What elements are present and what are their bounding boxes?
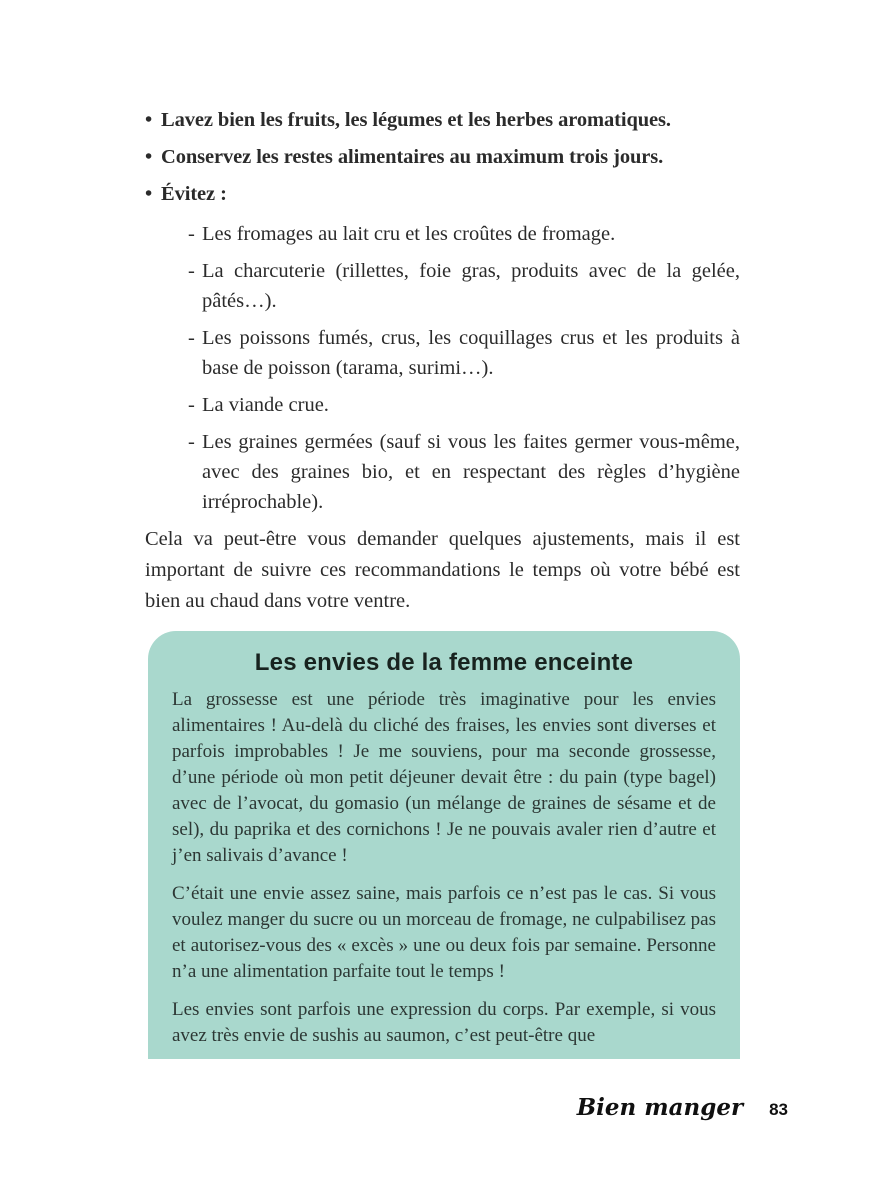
- callout-paragraph: C’était une envie assez saine, mais parfois ce n’est pas le cas. Si vous voulez manger du sucre ou un morceau de fromage, ne culpabilisez pas et autorisez-vous des « excès » une ou deux fois par semaine. Personne n’a une alimentation parfaite tout le temps !: [172, 883, 716, 982]
- callout-paragraph: La grossesse est une période très imaginative pour les envies alimentaires ! Au-delà du cliché des fraises, les envies sont diverses et parfois improbables ! Je me souviens, pour ma seconde grossesse, d’une période où mon petit déjeuner devait être : du pain (type bagel) avec de l’avocat, du gomasio (un mélange de graines de sésame et de sel), du paprika et des cornichons ! Je ne pouvais avaler rien d’autre et j’en salivais d’avance !: [172, 689, 716, 866]
- list-item-text: Conservez les restes alimentaires au maximum trois jours.: [161, 146, 664, 168]
- dash-icon: -: [188, 223, 195, 245]
- list-item: [145, 182, 740, 206]
- closing-paragraph: Cela va peut-être vous demander quelques ajustements, mais il est important de suivre ces recommandations le temps où votre bébé est bien au chaud dans votre ventre.: [145, 528, 740, 612]
- list-item-text: Évitez :: [161, 183, 227, 205]
- list-item: [188, 390, 740, 420]
- chapter-name: Bien manger: [576, 1094, 744, 1121]
- page-number: 83: [769, 1100, 788, 1119]
- list-item-text: Lavez bien les fruits, les légumes et les herbes aromatiques.: [161, 109, 671, 131]
- list-item-text: Les graines germées (sauf si vous les faites germer vous-même, avec des graines bio, et en respectant des règles d’hygiène irréprochable).: [202, 431, 740, 513]
- list-item-text: Les poissons fumés, crus, les coquillages crus et les produits à base de poisson (tarama, surimi…).: [202, 327, 740, 379]
- list-item-text: La viande crue.: [202, 394, 329, 416]
- bullet-list: [145, 108, 740, 206]
- list-item: [188, 323, 740, 383]
- list-item: [145, 108, 740, 132]
- callout-box: [148, 631, 740, 1059]
- dash-icon: -: [188, 260, 195, 282]
- list-item: [188, 427, 740, 517]
- page-content: [145, 0, 740, 1059]
- dash-icon: -: [188, 394, 195, 416]
- bullet-icon: •: [145, 109, 153, 131]
- bullet-icon: •: [145, 183, 153, 205]
- list-item-text: La charcuterie (rillettes, foie gras, produits avec de la gelée, pâtés…).: [202, 260, 740, 312]
- dash-icon: -: [188, 431, 195, 453]
- callout-paragraph: Les envies sont parfois une expression du corps. Par exemple, si vous avez très envie de sushis au saumon, c’est peut-être que: [172, 999, 716, 1046]
- page-footer: [577, 1094, 788, 1121]
- dash-sublist: [145, 219, 740, 517]
- list-item: [188, 219, 740, 249]
- dash-icon: -: [188, 327, 195, 349]
- list-item-text: Les fromages au lait cru et les croûtes de fromage.: [202, 223, 616, 245]
- callout-title: Les envies de la femme enceinte: [254, 649, 634, 676]
- list-item: [188, 256, 740, 316]
- bullet-icon: •: [145, 146, 153, 168]
- list-item: [145, 145, 740, 169]
